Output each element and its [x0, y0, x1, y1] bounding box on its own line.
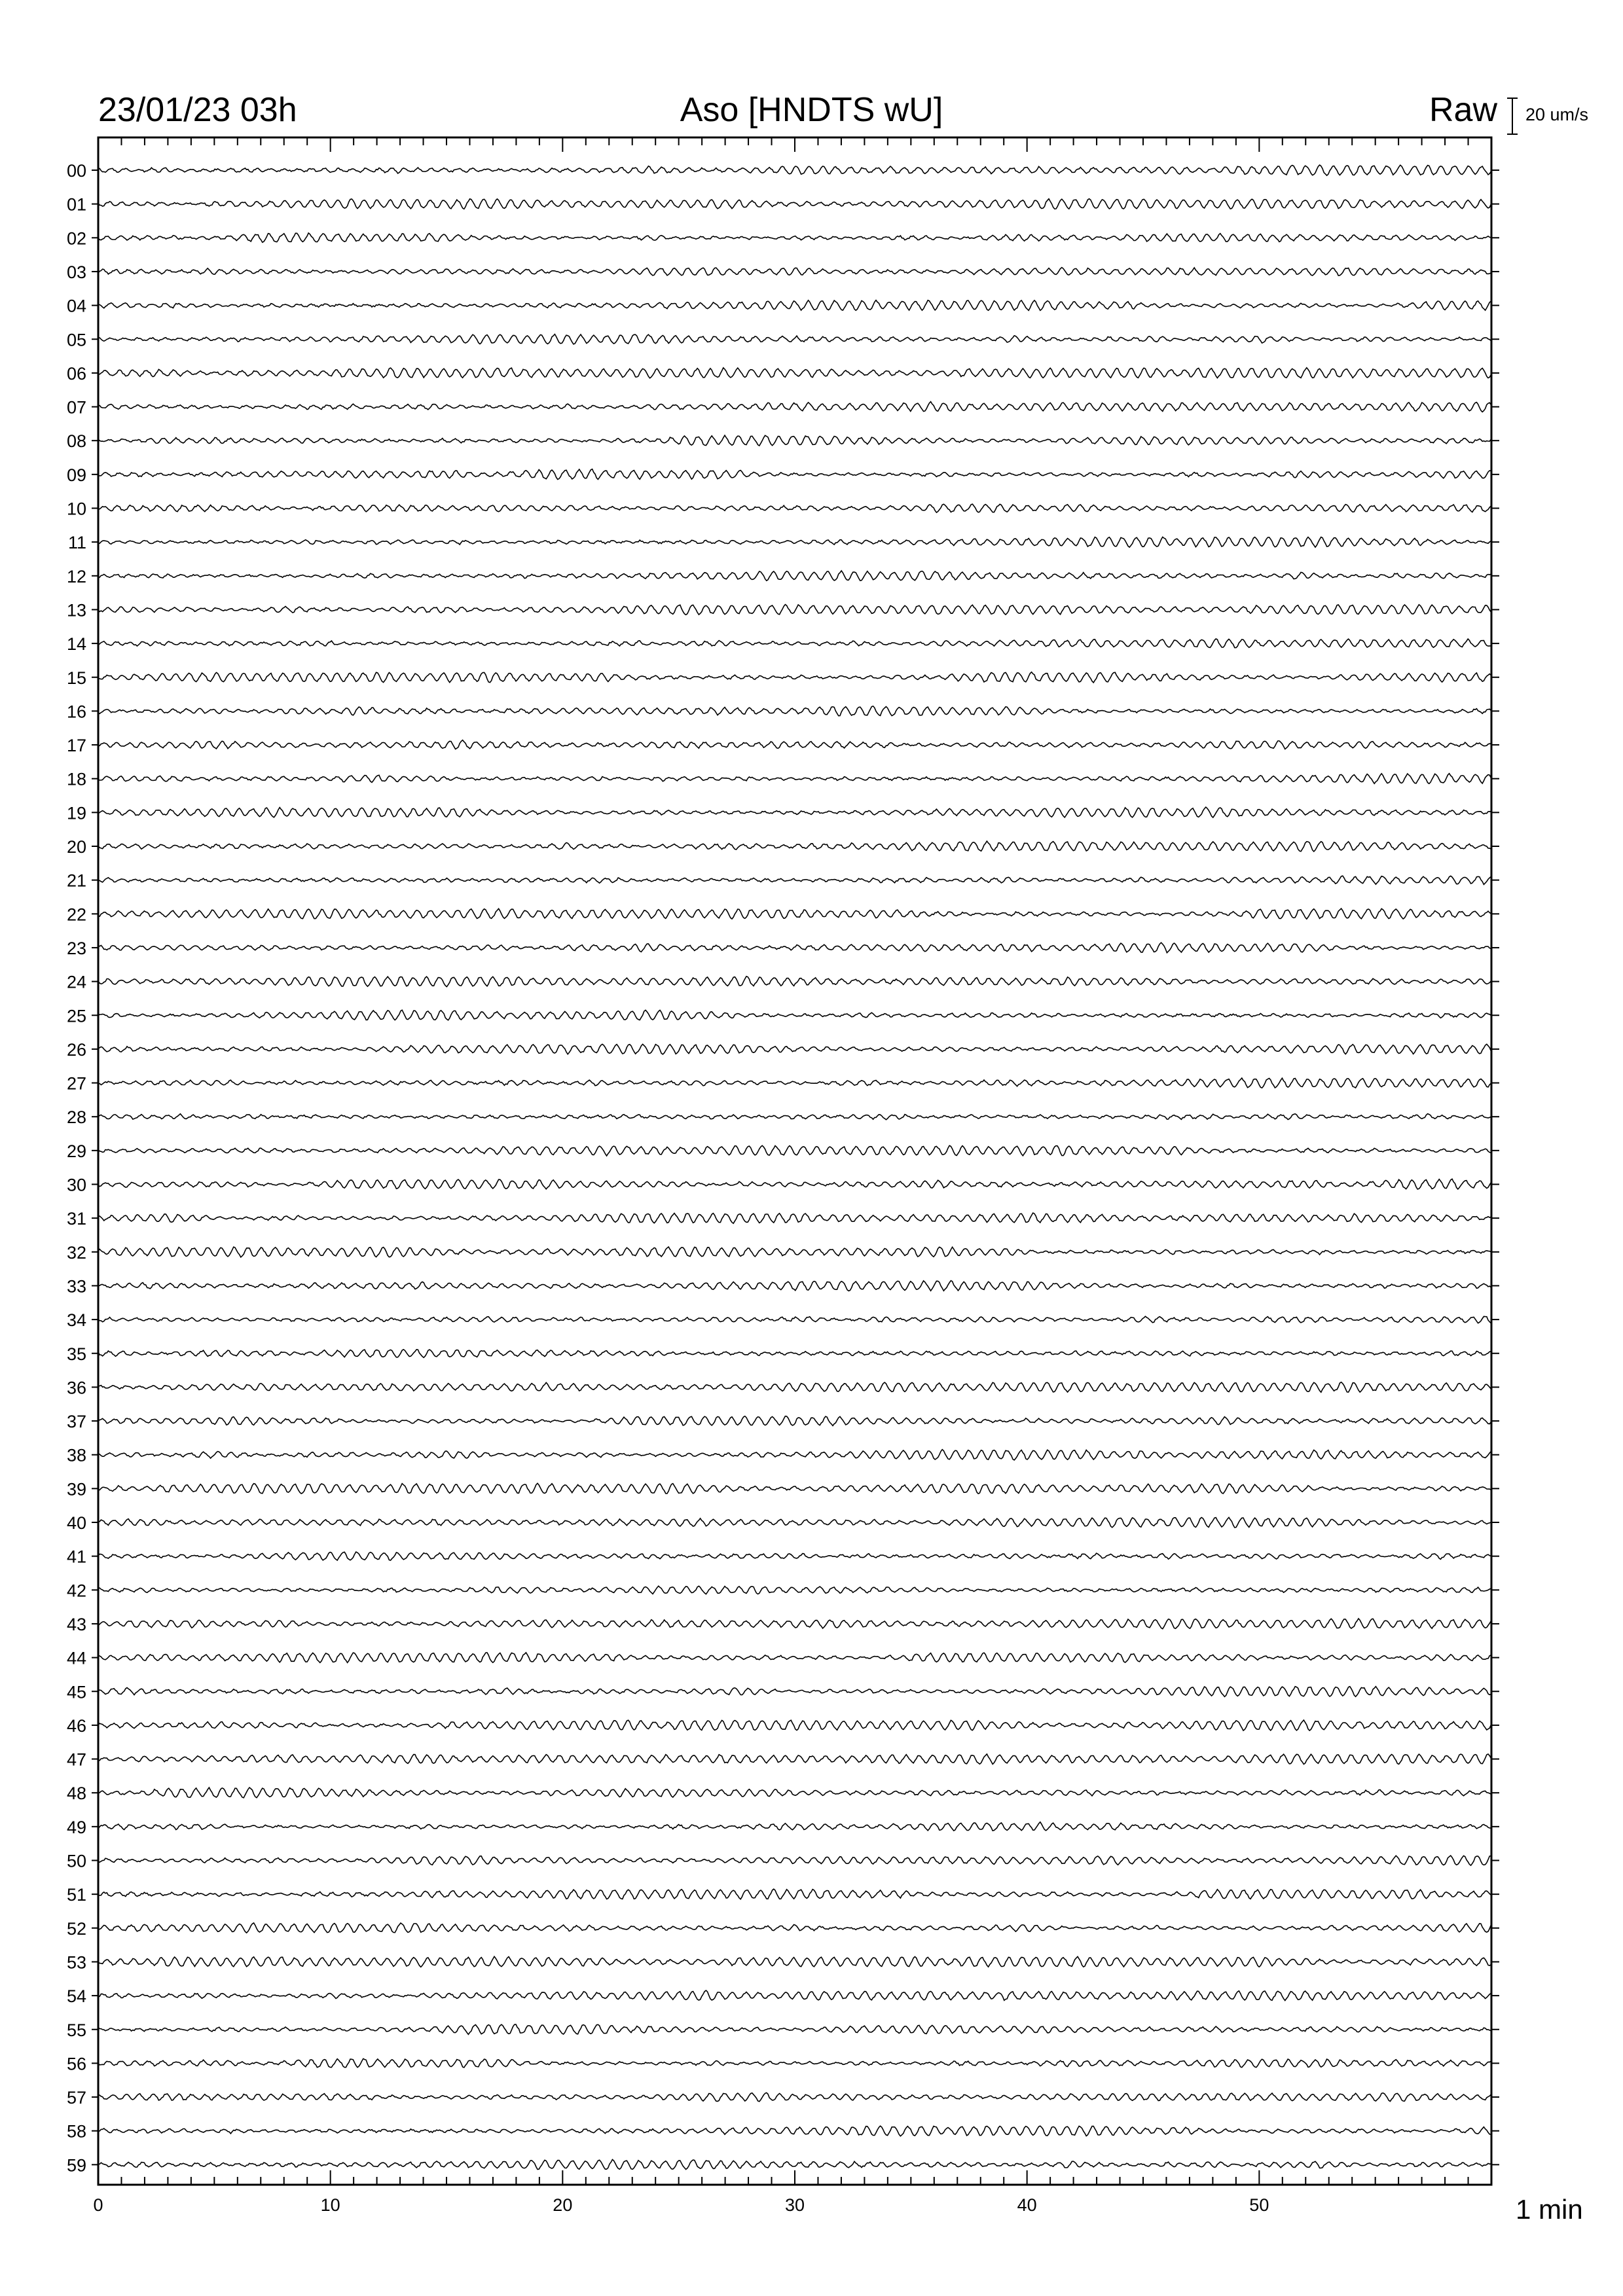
row-label: 27 [66, 1073, 86, 1094]
row-label: 36 [66, 1378, 86, 1398]
x-tick-label: 20 [553, 2195, 573, 2215]
row-label: 55 [66, 2020, 86, 2040]
trace-row [98, 1114, 1491, 1120]
row-label: 32 [66, 1242, 86, 1263]
row-label: 42 [66, 1581, 86, 1601]
x-axis-ticks [98, 137, 1491, 2185]
duration-label: 1 min [1516, 2194, 1583, 2225]
trace-row [98, 268, 1491, 276]
trace-row [98, 942, 1491, 953]
trace-row [98, 706, 1491, 716]
row-label: 15 [66, 668, 86, 688]
trace-row [98, 1483, 1491, 1494]
row-label: 21 [66, 870, 86, 891]
row-labels [67, 161, 1499, 2175]
trace-row [98, 571, 1491, 581]
trace-row [98, 165, 1491, 175]
trace-row [98, 1145, 1491, 1156]
trace-row [98, 1956, 1491, 1967]
trace-row [98, 2160, 1491, 2170]
x-tick-label: 50 [1249, 2195, 1269, 2215]
trace-row [98, 841, 1491, 852]
trace-row [98, 2058, 1491, 2068]
trace-row [98, 402, 1491, 412]
row-label: 12 [66, 566, 86, 586]
trace-row [98, 469, 1491, 480]
trace-row [98, 2126, 1491, 2136]
trace-row [98, 672, 1491, 683]
row-label: 56 [66, 2054, 86, 2074]
row-label: 17 [66, 736, 86, 756]
trace-row [98, 368, 1491, 378]
row-label: 14 [66, 634, 86, 655]
trace-row [98, 1213, 1491, 1223]
row-label: 58 [66, 2121, 86, 2142]
row-label: 45 [66, 1682, 86, 1702]
trace-row [98, 1044, 1491, 1054]
row-label: 53 [66, 1952, 86, 1973]
trace-row [98, 605, 1491, 615]
trace-row [98, 639, 1491, 648]
row-label: 07 [66, 397, 86, 418]
trace-row [98, 537, 1491, 548]
row-label: 35 [66, 1344, 86, 1364]
row-label: 11 [67, 533, 86, 553]
chart-title: Aso [HNDTS wU] [680, 91, 943, 129]
trace-row [98, 334, 1491, 344]
row-label: 26 [66, 1039, 86, 1060]
row-label: 33 [66, 1276, 86, 1297]
trace-row [98, 1350, 1491, 1357]
row-label: 44 [66, 1648, 86, 1668]
mode-label: Raw [1429, 91, 1497, 129]
row-label: 10 [66, 499, 86, 519]
row-label: 41 [66, 1547, 86, 1567]
trace-row [98, 1687, 1491, 1697]
trace-row [98, 1552, 1491, 1560]
row-label: 00 [66, 161, 86, 181]
row-label: 06 [66, 363, 86, 384]
row-label: 09 [66, 465, 86, 485]
trace-row [98, 1316, 1491, 1323]
row-label: 34 [66, 1310, 86, 1331]
trace-row [98, 774, 1491, 784]
row-label: 04 [66, 296, 86, 316]
row-label: 25 [66, 1006, 86, 1026]
trace-row [98, 1720, 1491, 1731]
row-label: 02 [66, 228, 86, 249]
row-label: 18 [66, 769, 86, 789]
trace-row [98, 740, 1491, 749]
trace-row [98, 1078, 1491, 1088]
row-label: 31 [66, 1209, 86, 1229]
row-label: 05 [66, 330, 86, 350]
scale-bar-label: 20 um/s [1525, 105, 1589, 124]
row-label: 40 [66, 1513, 86, 1533]
trace-row [98, 435, 1491, 446]
trace-row [98, 233, 1491, 242]
trace-row [98, 977, 1491, 987]
trace-row [98, 876, 1491, 884]
trace-row [98, 1990, 1491, 2000]
trace-row [98, 1586, 1491, 1594]
row-label: 57 [66, 2088, 86, 2108]
trace-row [98, 1754, 1491, 1765]
trace-row [98, 1787, 1491, 1798]
scale-bar [1507, 98, 1518, 134]
x-tick-label: 40 [1017, 2195, 1037, 2215]
row-label: 24 [66, 972, 86, 992]
row-label: 08 [66, 431, 86, 452]
trace-row [98, 1010, 1491, 1020]
plot-frame [98, 137, 1491, 2185]
trace-row [98, 1619, 1491, 1629]
trace-row [98, 199, 1491, 209]
row-label: 43 [66, 1614, 86, 1634]
row-label: 54 [66, 1986, 86, 2007]
trace-row [98, 1179, 1491, 1189]
row-label: 51 [66, 1885, 86, 1905]
trace-row [98, 908, 1491, 919]
trace-row [98, 1416, 1491, 1426]
trace-row [98, 1450, 1491, 1460]
row-label: 48 [66, 1784, 86, 1804]
row-label: 22 [66, 905, 86, 925]
row-label: 47 [66, 1749, 86, 1770]
row-label: 23 [66, 938, 86, 958]
x-tick-label: 10 [320, 2195, 340, 2215]
row-label: 29 [66, 1141, 86, 1161]
row-label: 13 [66, 600, 86, 620]
trace-row [98, 1856, 1491, 1865]
row-label: 28 [66, 1107, 86, 1128]
row-label: 52 [66, 1918, 86, 1939]
row-label: 38 [66, 1445, 86, 1465]
row-label: 50 [66, 1851, 86, 1871]
row-label: 01 [66, 194, 86, 215]
x-axis-tick-labels [93, 2195, 1269, 2215]
trace-row [98, 1382, 1491, 1392]
trace-row [98, 1889, 1491, 1899]
trace-row [98, 2092, 1491, 2101]
row-label: 19 [66, 803, 86, 823]
trace-row [98, 300, 1491, 311]
trace-row [98, 1653, 1491, 1662]
row-label: 46 [66, 1715, 86, 1736]
trace-row [98, 1923, 1491, 1933]
row-label: 16 [66, 702, 86, 722]
trace-row [98, 1281, 1491, 1291]
row-label: 20 [66, 837, 86, 857]
x-tick-label: 0 [93, 2195, 103, 2215]
row-label: 03 [66, 262, 86, 282]
trace-row [98, 2024, 1491, 2034]
trace-row [98, 1822, 1491, 1831]
trace-row [98, 504, 1491, 512]
x-tick-label: 30 [784, 2195, 805, 2215]
row-label: 49 [66, 1817, 86, 1837]
row-label: 37 [66, 1412, 86, 1432]
trace-row [98, 1247, 1491, 1257]
row-label: 59 [66, 2155, 86, 2176]
row-label: 30 [66, 1175, 86, 1195]
trace-row [98, 807, 1491, 817]
date-label: 23/01/23 03h [98, 91, 297, 129]
traces [98, 165, 1491, 2169]
row-label: 39 [66, 1479, 86, 1499]
trace-row [98, 1517, 1491, 1528]
